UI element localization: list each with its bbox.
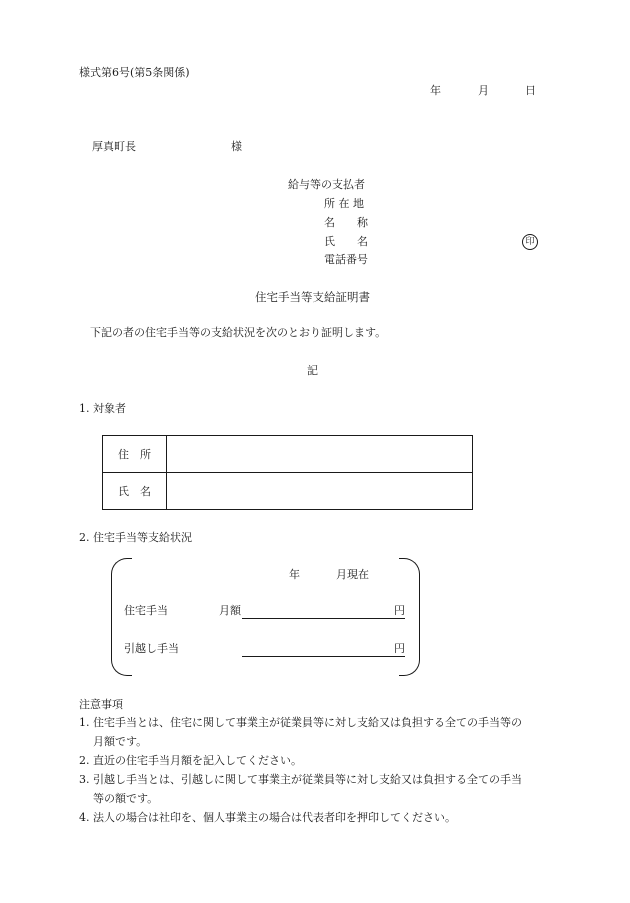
ki-label: 記 [307, 364, 318, 377]
note-line: 引越し手当とは、引越しに関して事業主が従業員等に対し支給又は負担する全ての手当 [93, 773, 522, 786]
name-label: 氏 名 [103, 473, 167, 510]
table-row [103, 436, 473, 473]
form-number: 様式第6号(第5条関係) [79, 66, 190, 79]
note-number: 4. [79, 811, 90, 824]
note-line: 法人の場合は社印を、個人事業主の場合は代表者印を押印してください。 [93, 811, 456, 824]
note-line: 月額です。 [93, 735, 148, 748]
moving-allowance-label: 引越し手当 [124, 642, 179, 655]
note-number: 3. [79, 773, 90, 786]
payer-name-label: 名 称 [324, 216, 368, 229]
intro-text: 下記の者の住宅手当等の支給状況を次のとおり証明します。 [90, 326, 387, 339]
note-line: 等の額です。 [93, 792, 159, 805]
housing-yen: 円 [394, 604, 405, 617]
moving-amount-line[interactable] [242, 656, 405, 657]
date-day: 日 [525, 84, 536, 97]
payer-title: 給与等の支払者 [288, 178, 365, 191]
as-of-year: 年 [289, 568, 300, 581]
moving-yen: 円 [394, 642, 405, 655]
note-line: 住宅手当とは、住宅に関して事業主が従業員等に対し支給又は負担する全ての手当等の [93, 716, 522, 729]
address-field[interactable] [167, 436, 473, 473]
date-year: 年 [430, 84, 441, 97]
monthly-amount-label: 月額 [219, 604, 241, 617]
table-row [103, 473, 473, 510]
addressee-honorific: 様 [231, 140, 242, 153]
payer-person-label: 氏 名 [324, 235, 368, 248]
name-field[interactable] [167, 473, 473, 510]
note-line: 直近の住宅手当月額を記入してください。 [93, 754, 302, 767]
payer-phone-label: 電話番号 [324, 253, 368, 266]
as-of-month: 月現在 [336, 568, 369, 581]
section2-heading: 2. 住宅手当等支給状況 [79, 531, 192, 544]
payer-address-label: 所 在 地 [324, 197, 364, 210]
section1-heading: 1. 対象者 [79, 402, 126, 415]
address-label: 住 所 [103, 436, 167, 473]
document-title: 住宅手当等支給証明書 [255, 290, 370, 304]
target-person-table [102, 435, 473, 510]
date-month: 月 [478, 84, 489, 97]
housing-allowance-label: 住宅手当 [124, 604, 168, 617]
note-number: 1. [79, 716, 90, 729]
housing-amount-line[interactable] [242, 618, 405, 619]
addressee-name: 厚真町長 [92, 140, 136, 153]
notes-heading: 注意事項 [79, 698, 123, 711]
note-number: 2. [79, 754, 90, 767]
seal-mark: 印 [522, 234, 538, 250]
